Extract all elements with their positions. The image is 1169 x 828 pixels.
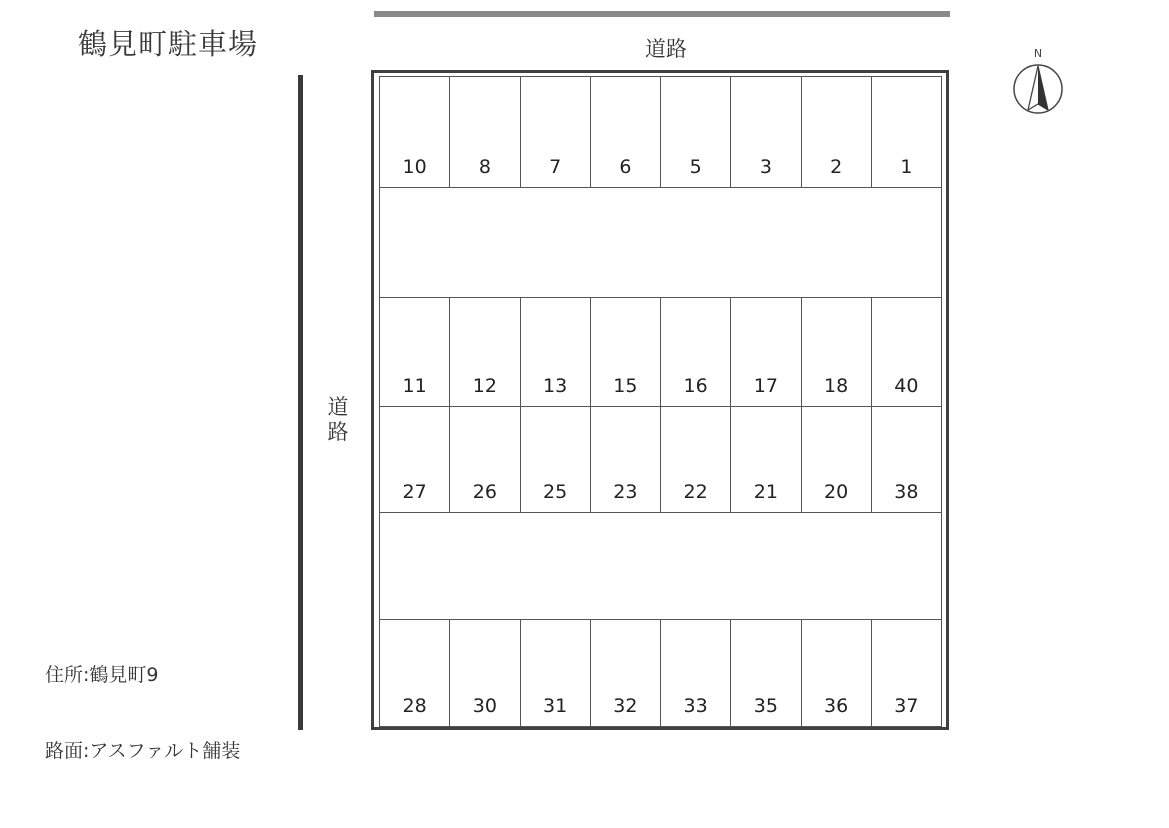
- stall-row-3: [379, 406, 942, 513]
- stall[interactable]: [379, 619, 450, 727]
- aisle-lower: [379, 512, 942, 620]
- left-road-label: 道路: [327, 395, 349, 444]
- stall[interactable]: [520, 619, 591, 727]
- stall[interactable]: [730, 619, 801, 727]
- stall-number: 15: [613, 375, 638, 397]
- stall[interactable]: [379, 76, 450, 188]
- compass-label: N: [1033, 47, 1043, 60]
- stall-number: 22: [683, 481, 708, 503]
- stall-number: 36: [824, 695, 849, 717]
- aisle-upper: [379, 187, 942, 298]
- stall-number: 37: [894, 695, 919, 717]
- stall-number: 11: [402, 375, 427, 397]
- stall-number: 25: [543, 481, 568, 503]
- stall-row-2: [379, 297, 942, 407]
- stall-number: 30: [472, 695, 497, 717]
- stall-number: 5: [689, 156, 702, 178]
- stall-number: 10: [402, 156, 427, 178]
- address-text: 住所:鶴見町9: [45, 664, 159, 686]
- stall-number: 32: [613, 695, 638, 717]
- stall[interactable]: [590, 619, 661, 727]
- stall-number: 35: [753, 695, 778, 717]
- top-road-line: [374, 11, 950, 17]
- stall-row-1: [379, 76, 942, 188]
- stall-row-4: [379, 619, 942, 727]
- stall[interactable]: [449, 406, 520, 513]
- stall-number: 17: [753, 375, 778, 397]
- stall-number: 23: [613, 481, 638, 503]
- stall[interactable]: [871, 406, 942, 513]
- map-title: 鶴見町駐車場: [78, 27, 259, 61]
- stall-number: 40: [894, 375, 919, 397]
- stall[interactable]: [520, 76, 591, 188]
- stall[interactable]: [801, 297, 872, 407]
- top-road-label: 道路: [645, 37, 687, 61]
- stall[interactable]: [520, 297, 591, 407]
- stall[interactable]: [660, 619, 731, 727]
- stall[interactable]: [449, 619, 520, 727]
- stall-number: 6: [619, 156, 632, 178]
- stall-number: 12: [472, 375, 497, 397]
- stall[interactable]: [590, 406, 661, 513]
- stall-number: 13: [543, 375, 568, 397]
- stall-number: 8: [478, 156, 491, 178]
- stall[interactable]: [801, 619, 872, 727]
- stall-number: 28: [402, 695, 427, 717]
- stall-number: 31: [543, 695, 568, 717]
- stall[interactable]: [801, 76, 872, 188]
- stall[interactable]: [801, 406, 872, 513]
- stall[interactable]: [730, 406, 801, 513]
- stall[interactable]: [520, 406, 591, 513]
- stall[interactable]: [660, 76, 731, 188]
- stall-number: 16: [683, 375, 708, 397]
- stall[interactable]: [871, 297, 942, 407]
- compass-needle-fill: [1038, 66, 1048, 110]
- stall-number: 3: [759, 156, 772, 178]
- stall[interactable]: [730, 76, 801, 188]
- stall-number: 33: [683, 695, 708, 717]
- stall[interactable]: [379, 297, 450, 407]
- parking-lot: [371, 70, 949, 730]
- stall[interactable]: [590, 76, 661, 188]
- stall[interactable]: [871, 76, 942, 188]
- stall[interactable]: [660, 406, 731, 513]
- stall[interactable]: [660, 297, 731, 407]
- stall[interactable]: [590, 297, 661, 407]
- stall[interactable]: [379, 406, 450, 513]
- stall[interactable]: [449, 76, 520, 188]
- surface-text: 路面:アスファルト舗装: [45, 740, 241, 762]
- stall-number: 21: [753, 481, 778, 503]
- stall[interactable]: [871, 619, 942, 727]
- stall[interactable]: [730, 297, 801, 407]
- stall[interactable]: [449, 297, 520, 407]
- stall-number: 2: [830, 156, 843, 178]
- stall-number: 27: [402, 481, 427, 503]
- left-road-line: [298, 75, 303, 730]
- north-arrow-icon: [1012, 46, 1064, 116]
- stall-number: 1: [900, 156, 913, 178]
- stall-number: 18: [824, 375, 849, 397]
- stall-number: 38: [894, 481, 919, 503]
- stall-number: 20: [824, 481, 849, 503]
- stall-number: 26: [472, 481, 497, 503]
- stall-number: 7: [549, 156, 562, 178]
